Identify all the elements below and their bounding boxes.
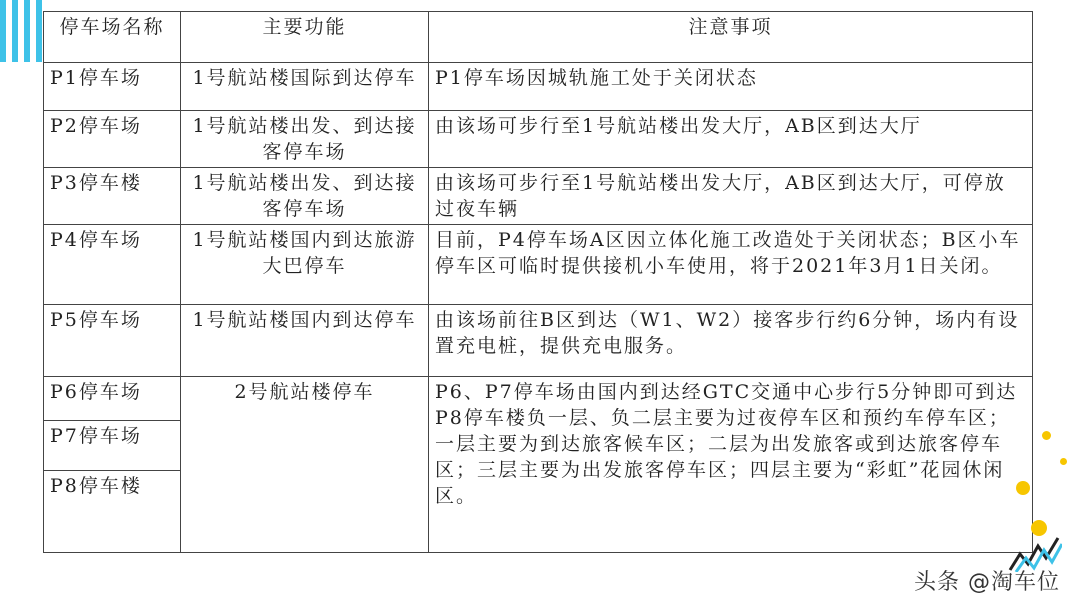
parking-function: 1号航站楼国内到达旅游大巴停车 [181, 225, 429, 305]
parking-name: P8停车楼 [44, 471, 181, 553]
header-parking-name: 停车场名称 [44, 12, 181, 63]
table-row [44, 305, 1033, 377]
parking-function: 1号航站楼国内到达停车 [181, 305, 429, 377]
parking-note: P1停车场因城轨施工处于关闭状态 [429, 63, 1033, 111]
parking-name: P7停车场 [44, 421, 181, 471]
parking-note: P6、P7停车场由国内到达经GTC交通中心步行5分钟即可到达 [435, 381, 1018, 403]
parking-function: 1号航站楼国际到达停车 [181, 63, 429, 111]
table-row [44, 225, 1033, 305]
decorative-dot [1042, 431, 1051, 440]
header-notes: 注意事项 [429, 12, 1033, 63]
parking-note: 由该场可步行至1号航站楼出发大厅，AB区到达大厅 [429, 111, 1033, 168]
parking-function: 1号航站楼出发、到达接客停车场 [181, 111, 429, 168]
decorative-dot [1016, 481, 1030, 495]
table-header-row [44, 12, 1033, 63]
parking-note: 由该场可步行至1号航站楼出发大厅，AB区到达大厅，可停放过夜车辆 [429, 168, 1033, 225]
table-row [44, 377, 1033, 421]
parking-name: P1停车场 [44, 63, 181, 111]
parking-name: P2停车场 [44, 111, 181, 168]
parking-table [43, 11, 1033, 553]
table-row [44, 111, 1033, 168]
parking-name: P6停车场 [44, 377, 181, 421]
parking-note: 由该场前往B区到达（W1、W2）接客步行约6分钟，场内有设置充电桩，提供充电服务。 [429, 305, 1033, 377]
watermark: 头条 @淘车位 [914, 570, 1060, 595]
table-row [44, 63, 1033, 111]
parking-note: P8停车楼负一层、负二层主要为过夜停车区和预约车停车区；一层主要为到达旅客候车区；二层为出发旅客或到达旅客停车区；三层主要为出发旅客停车区；四层主要为“彩虹”花园休闲区。 [435, 407, 1010, 507]
parking-note-group [429, 377, 1033, 553]
table-row [44, 168, 1033, 225]
parking-note: 目前，P4停车场A区因立体化施工改造处于关闭状态；B区小车停车区可临时提供接机小车使用，将于2021年3月1日关闭。 [429, 225, 1033, 305]
parking-name: P3停车楼 [44, 168, 181, 225]
parking-function: 1号航站楼出发、到达接客停车场 [181, 168, 429, 225]
decorative-dot [1060, 458, 1067, 465]
parking-function: 2号航站楼停车 [181, 377, 429, 553]
parking-name: P5停车场 [44, 305, 181, 377]
parking-name: P4停车场 [44, 225, 181, 305]
decorative-stripes [0, 0, 44, 62]
header-main-function: 主要功能 [181, 12, 429, 63]
